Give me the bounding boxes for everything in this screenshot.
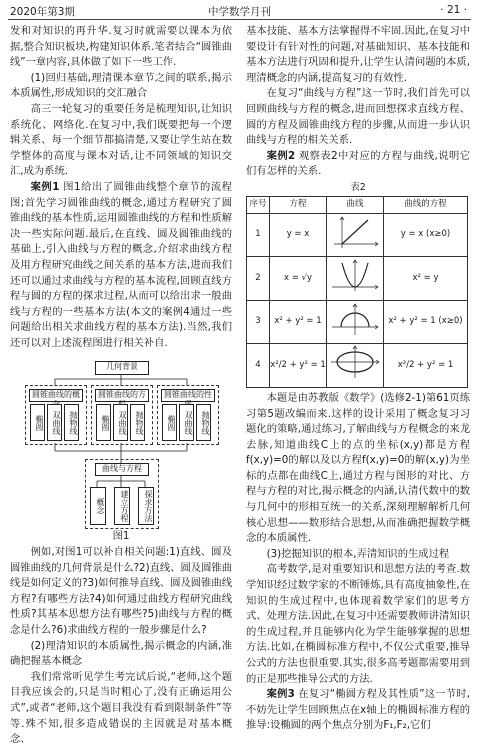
case-label: 案例2: [266, 149, 296, 162]
table-header: 曲线: [327, 196, 384, 213]
geometric-background-box: 几何背景: [95, 361, 149, 375]
hyperbola-box: 双曲线: [179, 404, 194, 441]
conic-property-box: 圆锥曲线的性: [161, 389, 215, 402]
paragraph: 发和对知识的再升华.复习时就需要以课本为依据,整合知识板块,构建知识体系.笔者结合“圆锥曲线”一章内容,具体做了如下一些工作.: [10, 25, 232, 69]
table-header: 序号: [247, 196, 270, 213]
parabola-box: 抛物线: [196, 404, 211, 441]
case-text: 图1给出了圆锥曲线整个章节的流程图;首先学习圆锥曲线的概念,通过方程研究了圆锥曲线的基本性质,运用圆锥曲线的方程和性质解决一些实际问题.最后,在直线、圆及圆锥曲线的基础上,引入曲线与方程的概念,介绍求曲线方程及用方程研究曲线之间关系的基本方法,进而我们还可以通过求曲线与方程的基本流程,回顾直线方程与圆的方程的探求过程,从而可以给出求一般曲线与方程的一些基本方法(本文的案例4通过一些问题给出相关求曲线方程的基本方法).当然,我们还可以对上述流程图进行相关补自.: [10, 180, 232, 349]
case-paragraph: [246, 687, 470, 734]
section-heading: (1)回归基础,理清课本章节之间的联系,揭示本质属性,形成知识的交汇融合: [10, 71, 232, 100]
paragraph: 本题是由苏教版《数学》(选修2-1)第61页练习第5题改编而来.这样的设计采用了概念复习习题化的策略,通过练习,了解曲线与方程概念的来龙去脉,知道曲线C上的点的坐标(x,y)都是方程f(x,y)=0的解以及以方程f(x,y)=0的解(x,y)为坐标的点都在曲线C上,通过方程与图形的对比、方程与方程的对比,揭示概念的内涵,认清代数中的数与几何中的形相互统一的关系,深刻理解解析几何核心思想——数形结合思想,从而准确把握数学概念的本质属性.: [246, 391, 470, 545]
build-equation-box: 建立方程: [114, 487, 130, 525]
case-text: 观察表2中对应的方程与曲线,说明它们有怎样的关系.: [246, 149, 470, 178]
ellipse-graph: [328, 344, 382, 380]
hyperbola-box: 双曲线: [113, 404, 128, 441]
hyperbola-box: 双曲线: [47, 404, 62, 441]
ellipse-box: 椭圆: [30, 404, 45, 441]
curve-graph-cell: [327, 213, 384, 257]
equation-cell: x² + y² = 1: [270, 300, 327, 344]
table-header: 方程: [270, 196, 327, 213]
equation-cell: x = √y: [270, 257, 327, 301]
paragraph: 例如,对图1可以补自相关问题:1)直线、圆及圆锥曲线的几何背景是什么?2)直线、圆及圆锥曲线是如何定义的?3)如何推导直线、圆及圆锥曲线方程?有哪些方法?4)如何通过曲线方程研究曲线性质?其基本思想方法有哪些?5)曲线与方程的概念是什么?6)求曲线方程的一般步骤是什么?: [10, 546, 232, 637]
paragraph: 在复习“曲线与方程”这一节时,我们首先可以回顾曲线与方程的概念,进而回想探求直线方程、圆的方程及圆锥曲线方程的步骤,从而进一步认识曲线与方程的相关关系.: [246, 87, 470, 147]
table-row: [247, 300, 468, 344]
equation-cell: y = x: [270, 213, 327, 257]
case-paragraph: [246, 149, 470, 180]
left-column: [10, 24, 232, 748]
parabola-graph: [328, 257, 382, 293]
row-number: 4: [247, 344, 270, 388]
conic-concept-box: 圆锥曲线的概: [29, 389, 83, 402]
case-label: 案例3: [266, 688, 295, 701]
paragraph: 我们常常听见学生考完试后说,“老师,这个题目我应该会的,只是当时粗心了,没有正确运用公式”,或者“老师,这个题目我没有看到限制条件”等等.殊不知,很多造成错误的主因就是对基本概念、: [10, 670, 232, 746]
curve-equation-cell: x² = y: [384, 257, 468, 301]
section-heading: (3)挖掘知识的根本,弄清知识的生成过程: [266, 547, 450, 560]
figure-caption: 图1: [112, 530, 130, 543]
table-header-row: [247, 196, 468, 213]
ellipse-box: 椭圆: [162, 404, 177, 441]
page-number: · 21 ·: [440, 4, 467, 16]
table-caption: 表2: [350, 181, 366, 193]
table-row: [247, 213, 468, 257]
concept-box: 概念: [90, 487, 106, 525]
row-number: 3: [247, 300, 270, 344]
conic-equation-box: 圆锥曲线的方: [95, 389, 149, 402]
header-rule: [8, 19, 471, 20]
curve-equation-cell: x² + y² = 1 (x≥0): [384, 300, 468, 344]
paragraph: 基本技能、基本方法掌握得不牢固.因此,在复习中要设计有针对性的问题,对基础知识、基本技能和基本方法进行巩固和提升,让学生认清问题的本质,理清概念的内涵,提高复习的有效性.: [246, 25, 470, 84]
flowchart-figure: [23, 359, 219, 529]
curve-graph-cell: [327, 300, 384, 344]
case-label: 案例1: [30, 180, 60, 193]
semicircle-graph: [328, 301, 382, 337]
row-number: 1: [247, 213, 270, 257]
table-row: [247, 344, 468, 388]
paragraph: 高三一轮复习的重要任务是梳理知识,让知识系统化、网络化.在复习中,我们既要把每一个逻辑关系、每一个细节都搞清楚,又要让学生站在数学整体的高度与课本对话,让不同领域的知识交汇,成为系统.: [10, 102, 232, 178]
curve-graph-cell: [327, 344, 384, 388]
table-row: [247, 257, 468, 301]
journal-title: 中学数学月刊: [208, 6, 271, 18]
method-box: 探求方法: [138, 487, 154, 525]
table-header: 曲线的方程: [384, 196, 468, 213]
section-heading: (2)理清知识的本质属性,揭示概念的内涵,准确把握基本概念: [10, 639, 232, 668]
curve-equation-cell: x²/2 + y² = 1: [384, 344, 468, 388]
ellipse-box: 椭圆: [96, 404, 111, 441]
issue-label: 2020年第3期: [10, 6, 75, 18]
row-number: 2: [247, 257, 270, 301]
parabola-box: 抛物线: [130, 404, 145, 441]
curve-equation-cell: y = x (x≥0): [384, 213, 468, 257]
equation-cell: x²/2 + y² = 1: [270, 344, 327, 388]
curve-equation-table: [246, 196, 468, 388]
page-header: [0, 0, 479, 22]
case-paragraph: [10, 180, 232, 352]
case-text: 在复习“椭圆方程及其性质”这一节时,不妨先让学生回顾焦点在x轴上的椭圆标准方程的推导:设椭圆的两个焦点分别为F₁,F₂,它们: [246, 688, 470, 732]
ray-graph: [328, 214, 382, 250]
right-column: [246, 24, 470, 734]
curve-equation-box: 曲线与方程: [95, 463, 149, 476]
paragraph: 高考数学,是对重要知识和思想方法的考查.数学知识经过数学家的不断锤炼,具有高度抽象性,在知识的生成过程中,也体现着数学家们的思考方式、处理方法.因此,在复习中还需要教师讲清知识的生成过程,并且能够内化为学生能够掌握的思想方法.比如,在椭圆标准方程中,不仅公式重要,推导公式的方法也很重要.其实,很多高考题都需要用到的正是那些推导公式的方法.: [246, 563, 470, 685]
curve-graph-cell: [327, 257, 384, 301]
parabola-box: 抛物线: [64, 404, 79, 441]
